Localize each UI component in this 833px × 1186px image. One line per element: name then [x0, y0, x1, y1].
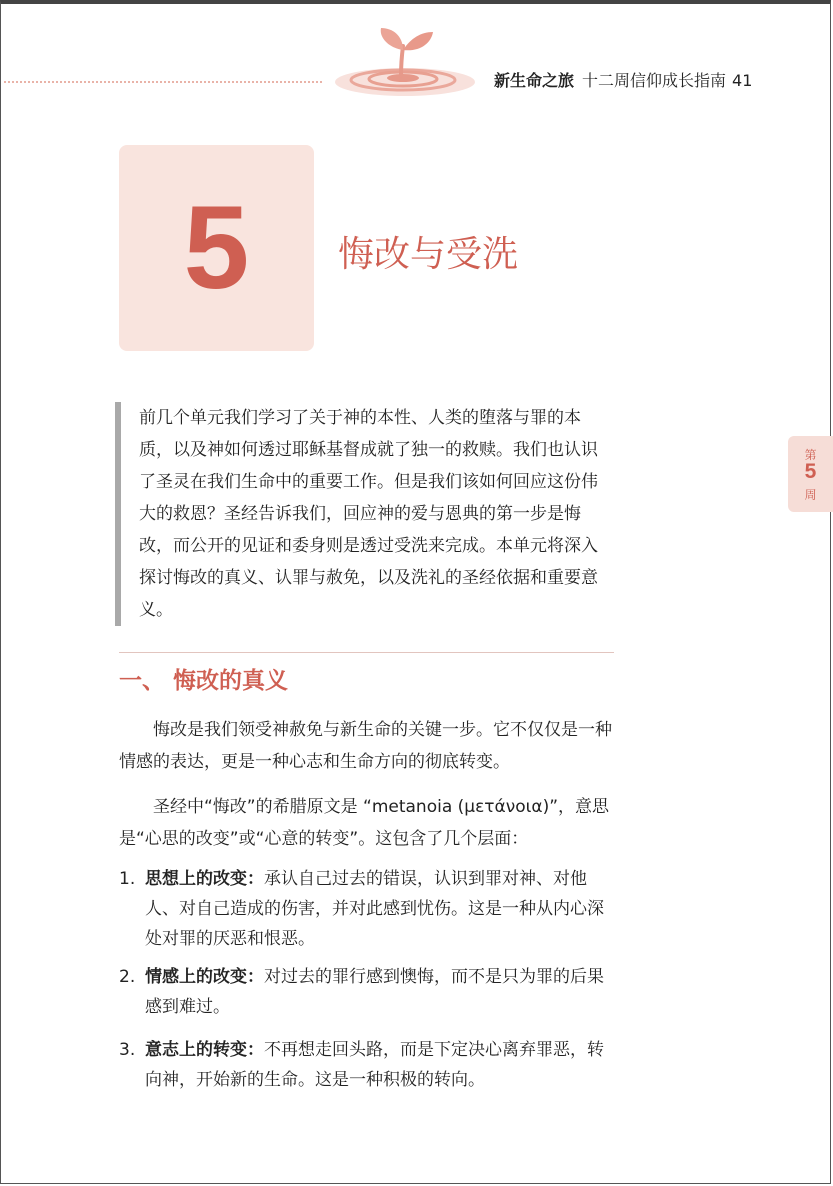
- list-item: [119, 864, 614, 954]
- list-item: [119, 962, 614, 1022]
- list-term: 意志上的转变：: [145, 1040, 264, 1060]
- book-title: 新生命之旅: [494, 71, 575, 90]
- list-text: 不再想走回头路，而是下定决心离弃罪恶，转向神，开始新的生命。这是一种积极的转向。: [145, 1040, 604, 1090]
- week-side-tab: [788, 436, 833, 512]
- numbered-list: [119, 1035, 614, 1095]
- paragraph: 圣经中“悔改”的希腊原文是 “metanoia (μετάνοια)”，意思是“心思的改变”或“心意的转变”。这包含了几个层面：: [119, 797, 610, 849]
- list-index: 1.: [119, 869, 136, 889]
- list-term: 情感上的改变：: [145, 967, 264, 987]
- list-item: [119, 1035, 614, 1095]
- section-heading: 一、 悔改的真义: [119, 668, 289, 694]
- header-dotted-rule: [4, 81, 322, 83]
- running-header: [494, 68, 752, 91]
- chapter-number: 5: [183, 182, 250, 314]
- chapter-title: 悔改与受洗: [338, 234, 519, 275]
- side-tab-label-bottom: 周: [804, 488, 817, 502]
- section-divider: [119, 652, 614, 653]
- paragraph: 悔改是我们领受神赦免与新生命的关键一步。它不仅仅是一种情感的表达，更是一种心志和生命方向的彻底转变。: [119, 720, 612, 772]
- list-index: 3.: [119, 1040, 136, 1060]
- side-tab-label-top: 第: [804, 448, 817, 462]
- chapter-number-box: [119, 145, 314, 351]
- list-term: 思想上的改变：: [145, 869, 264, 889]
- numbered-list: [119, 864, 614, 954]
- list-index: 2.: [119, 967, 136, 987]
- list-text: 对过去的罪行感到懊悔，而不是只为罪的后果感到难过。: [145, 967, 604, 1017]
- list-text: 承认自己过去的错误，认识到罪对神、对他人、对自己造成的伤害，并对此感到忧伤。这是一种从内心深处对罪的厌恶和恨恶。: [145, 869, 604, 949]
- page-number: 41: [732, 71, 753, 90]
- book-subtitle: 十二周信仰成长指南: [582, 71, 727, 90]
- intro-blockquote: 前几个单元我们学习了关于神的本性、人类的堕落与罪的本质，以及神如何透过耶稣基督成就了独一的救赎。我们也认识了圣灵在我们生命中的重要工作。但是我们该如何回应这份伟大的救恩？圣经告诉我们，回应神的爱与恩典的第一步是悔改，而公开的见证和委身则是透过受洗来完成。本单元将深入探讨悔改的真义、认罪与赦免，以及洗礼的圣经依据和重要意义。: [115, 402, 610, 626]
- numbered-list: [119, 962, 614, 1022]
- sprout-ripple-icon: [333, 26, 481, 98]
- side-tab-number: 5: [804, 460, 817, 483]
